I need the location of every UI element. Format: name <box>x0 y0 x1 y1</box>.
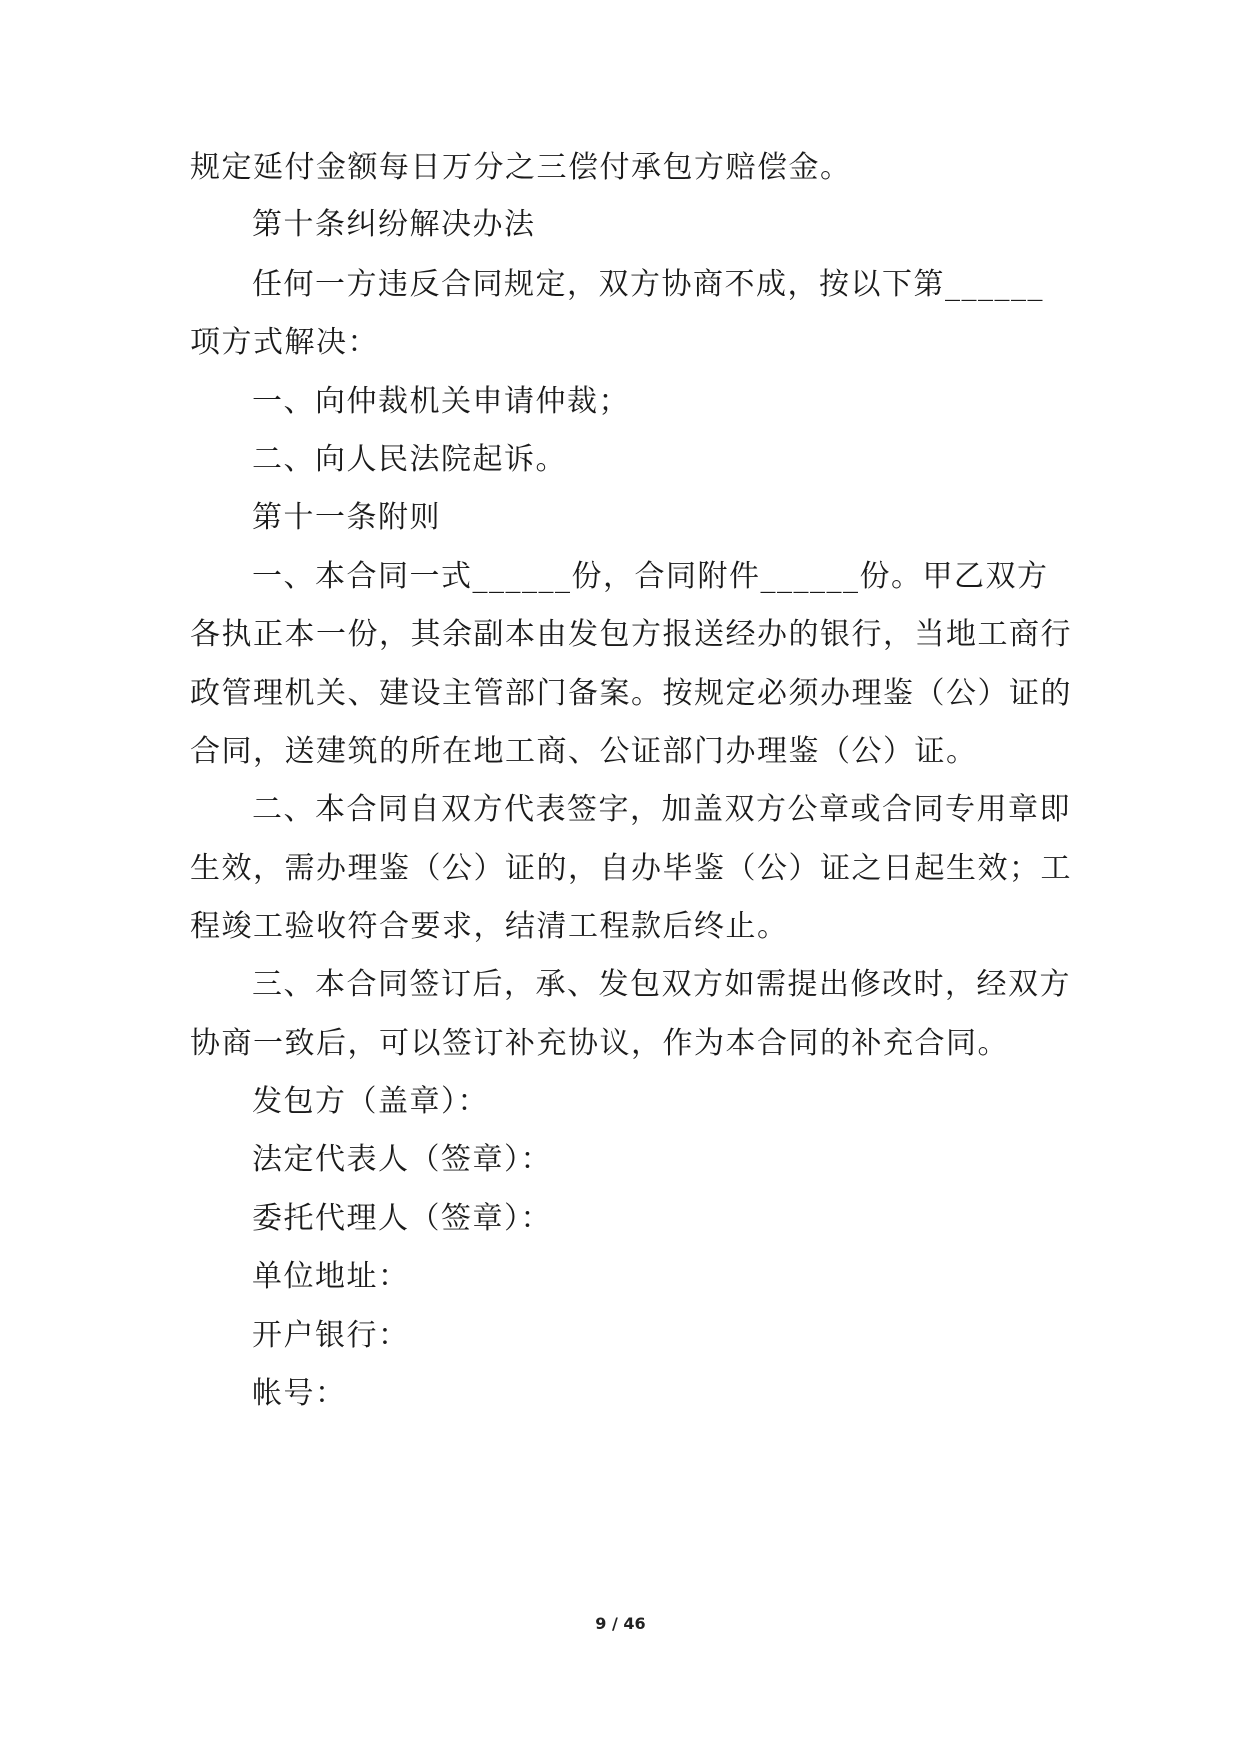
text-line: 程竣工验收符合要求，结清工程款后终止。 <box>190 909 789 944</box>
text-line: 协商一致后，可以签订补充协议，作为本合同的补充合同。 <box>190 1026 1009 1061</box>
text-line: 各执正本一份，其余副本由发包方报送经办的银行，当地工商行 <box>190 617 1072 652</box>
text-line: 一、本合同一式______份，合同附件______份。甲乙双方 <box>252 559 1049 594</box>
signature-field-employer: 发包方（盖章）： <box>252 1084 489 1119</box>
list-item: 二、向人民法院起诉。 <box>252 442 567 477</box>
text-line: 任何一方违反合同规定，双方协商不成，按以下第______ <box>252 267 1044 302</box>
signature-field-agent: 委托代理人（签章）： <box>252 1201 552 1236</box>
field-address: 单位地址： <box>252 1259 410 1294</box>
section-heading-article-11: 第十一条附则 <box>252 500 441 535</box>
list-item: 一、向仲裁机关申请仲裁； <box>252 384 630 419</box>
page-number: 9 / 46 <box>595 1614 646 1633</box>
signature-field-legal-rep: 法定代表人（签章）： <box>252 1142 552 1177</box>
text-line: 三、本合同签订后，承、发包双方如需提出修改时，经双方 <box>252 967 1071 1002</box>
text-line: 规定延付金额每日万分之三偿付承包方赔偿金。 <box>190 150 852 185</box>
text-line: 项方式解决： <box>190 325 379 360</box>
field-account: 帐号： <box>252 1376 347 1411</box>
section-heading-article-10: 第十条纠纷解决办法 <box>252 207 536 242</box>
text-line: 政管理机关、建设主管部门备案。按规定必须办理鉴（公）证的 <box>190 676 1072 711</box>
text-line: 二、本合同自双方代表签字，加盖双方公章或合同专用章即 <box>252 792 1071 827</box>
text-line: 生效，需办理鉴（公）证的，自办毕鉴（公）证之日起生效；工 <box>190 851 1072 886</box>
text-line: 合同，送建筑的所在地工商、公证部门办理鉴（公）证。 <box>190 734 978 769</box>
field-bank: 开户银行： <box>252 1318 410 1353</box>
